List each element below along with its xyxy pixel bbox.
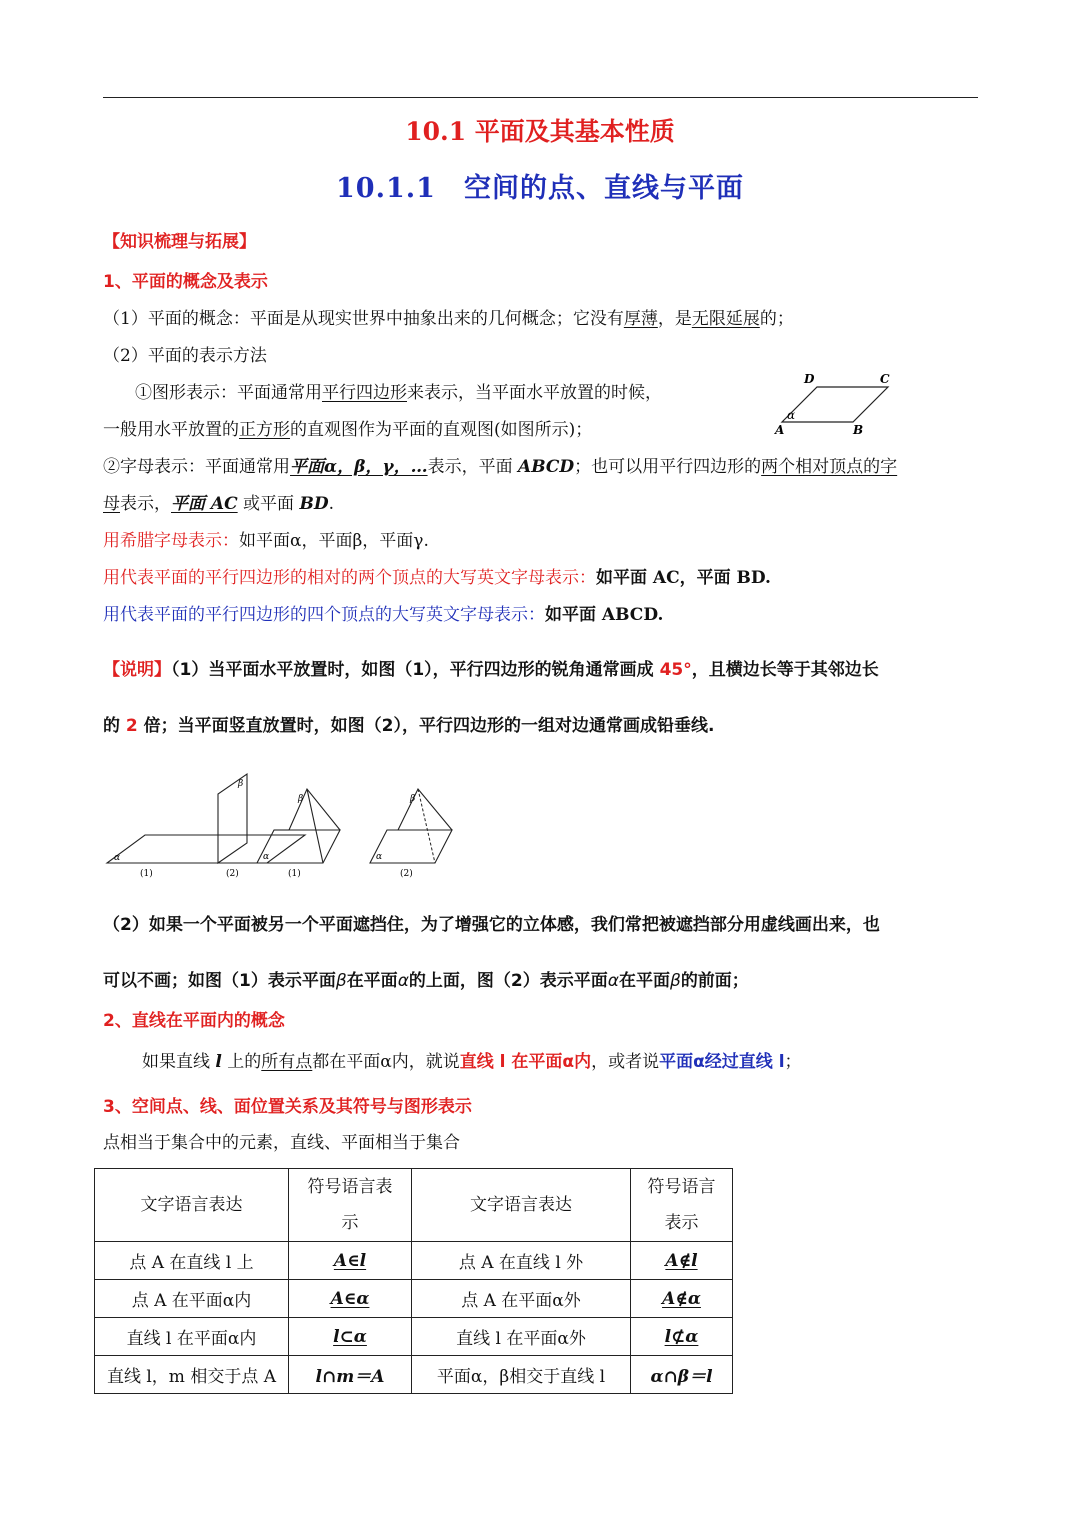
alpha-plane-4 — [370, 830, 452, 863]
table-cell: α∩β＝l — [631, 1356, 733, 1394]
table-cell: 点 A 在直线 l 上 — [95, 1242, 289, 1280]
table-cell: 直线 l 在平面α内 — [95, 1318, 289, 1356]
section3-heading: 3、空间点、线、面位置关系及其符号与图形表示 — [103, 1097, 472, 1117]
header-text-2: 文字语言表达 — [412, 1169, 631, 1242]
beta-label-3: β — [298, 794, 304, 804]
caption-2: (2) — [226, 869, 239, 879]
section-tag: 【知识梳理与拓展】 — [103, 232, 256, 252]
caption-1: (1) — [140, 869, 153, 879]
note-line2: 的 2 倍；当平面竖直放置时，如图（2），平行四边形的一组对边通常画成铅垂线. — [103, 716, 715, 736]
vertex-c: C — [880, 372, 890, 386]
table-header-row — [95, 1169, 733, 1242]
planes-figure — [100, 770, 460, 880]
note-line1: 【说明】（1）当平面水平放置时，如图（1），平行四边形的锐角通常画成 45°，且横边长等于其邻边长 — [103, 660, 879, 680]
table-cell: l⊄α — [631, 1318, 733, 1356]
table-cell: 平面α，β相交于直线 l — [412, 1356, 631, 1394]
alpha-label-4: α — [376, 852, 383, 862]
parallelogram-figure — [770, 368, 910, 440]
relations-table — [94, 1168, 733, 1394]
page-subtitle: 10.1.1 空间的点、直线与平面 — [336, 173, 744, 204]
table-cell: l∩m＝A — [289, 1356, 412, 1394]
four-vertex-line: 用代表平面的平行四边形的四个顶点的大写英文字母表示：如平面 ABCD. — [103, 605, 664, 625]
header-text-1: 文字语言表达 — [95, 1169, 289, 1242]
plane-concept-line: （1）平面的概念：平面是从现实世界中抽象出来的几何概念；它没有厚薄，是无限延展的； — [103, 309, 794, 329]
table-cell: 点 A 在平面α内 — [95, 1280, 289, 1318]
letter-representation-line: ②字母表示：平面通常用平面α，β，γ，…表示，平面 ABCD；也可以用平行四边形的两个相对顶点的字 — [103, 457, 898, 477]
table-cell: l⊂α — [289, 1318, 412, 1356]
beta-label-1: β — [238, 779, 244, 789]
table-cell: 直线 l，m 相交于点 A — [95, 1356, 289, 1394]
letter-representation-line2: 母表示，平面 AC 或平面 BD. — [103, 494, 334, 514]
table-cell: 点 A 在平面α外 — [412, 1280, 631, 1318]
vertex-b: B — [853, 423, 864, 437]
caption-4: (2) — [400, 869, 413, 879]
square-representation-line: 一般用水平放置的正方形的直观图作为平面的直观图(如图所示)； — [103, 420, 593, 440]
figure-representation-line: ①图形表示：平面通常用平行四边形来表示，当平面水平放置的时候， — [135, 383, 662, 403]
section2-heading: 2、直线在平面内的概念 — [103, 1011, 285, 1031]
caption-3: (1) — [288, 869, 301, 879]
parallelogram-shape — [782, 387, 888, 422]
note2-line2: 可以不画；如图（1）表示平面β在平面α的上面，图（2）表示平面α在平面β的前面； — [103, 971, 749, 991]
representation-heading: （2）平面的表示方法 — [103, 346, 267, 366]
table-row — [95, 1356, 733, 1394]
horizontal-plane — [107, 835, 305, 863]
beta-label-4: β — [410, 794, 416, 804]
table-cell: A∈l — [289, 1242, 412, 1280]
vertex-d: D — [804, 372, 815, 386]
table-cell: 直线 l 在平面α外 — [412, 1318, 631, 1356]
alpha-label: α — [787, 408, 796, 422]
vertex-a: A — [775, 423, 785, 437]
two-vertex-line: 用代表平面的平行四边形的相对的两个顶点的大写英文字母表示：如平面 AC，平面 BD. — [103, 568, 771, 588]
table-row — [95, 1280, 733, 1318]
greek-letter-line: 用希腊字母表示：如平面α，平面β，平面γ. — [103, 531, 429, 551]
section3-intro: 点相当于集合中的元素，直线、平面相当于集合 — [103, 1133, 460, 1153]
table-cell: A∉l — [631, 1242, 733, 1280]
section1-heading: 1、平面的概念及表示 — [103, 272, 268, 292]
line-in-plane-text: 如果直线 l 上的所有点都在平面α内，就说直线 l 在平面α内，或者说平面α经过直线 l； — [142, 1052, 802, 1072]
alpha-label-1: α — [114, 853, 121, 863]
page-title: 10.1 平面及其基本性质 — [405, 117, 675, 146]
note2-line1: （2）如果一个平面被另一个平面遮挡住，为了增强它的立体感，我们常把被遮挡部分用虚线画出来，也 — [103, 915, 880, 935]
header-rule — [103, 97, 978, 98]
header-symbol-1: 符号语言表 示 — [289, 1169, 412, 1242]
table-cell: 点 A 在直线 l 外 — [412, 1242, 631, 1280]
table-row — [95, 1242, 733, 1280]
table-cell: A∈α — [289, 1280, 412, 1318]
table-row — [95, 1318, 733, 1356]
beta-plane-4 — [398, 789, 452, 830]
alpha-label-3: α — [263, 852, 270, 862]
table-cell: A∉α — [631, 1280, 733, 1318]
header-symbol-2: 符号语言 表示 — [631, 1169, 733, 1242]
